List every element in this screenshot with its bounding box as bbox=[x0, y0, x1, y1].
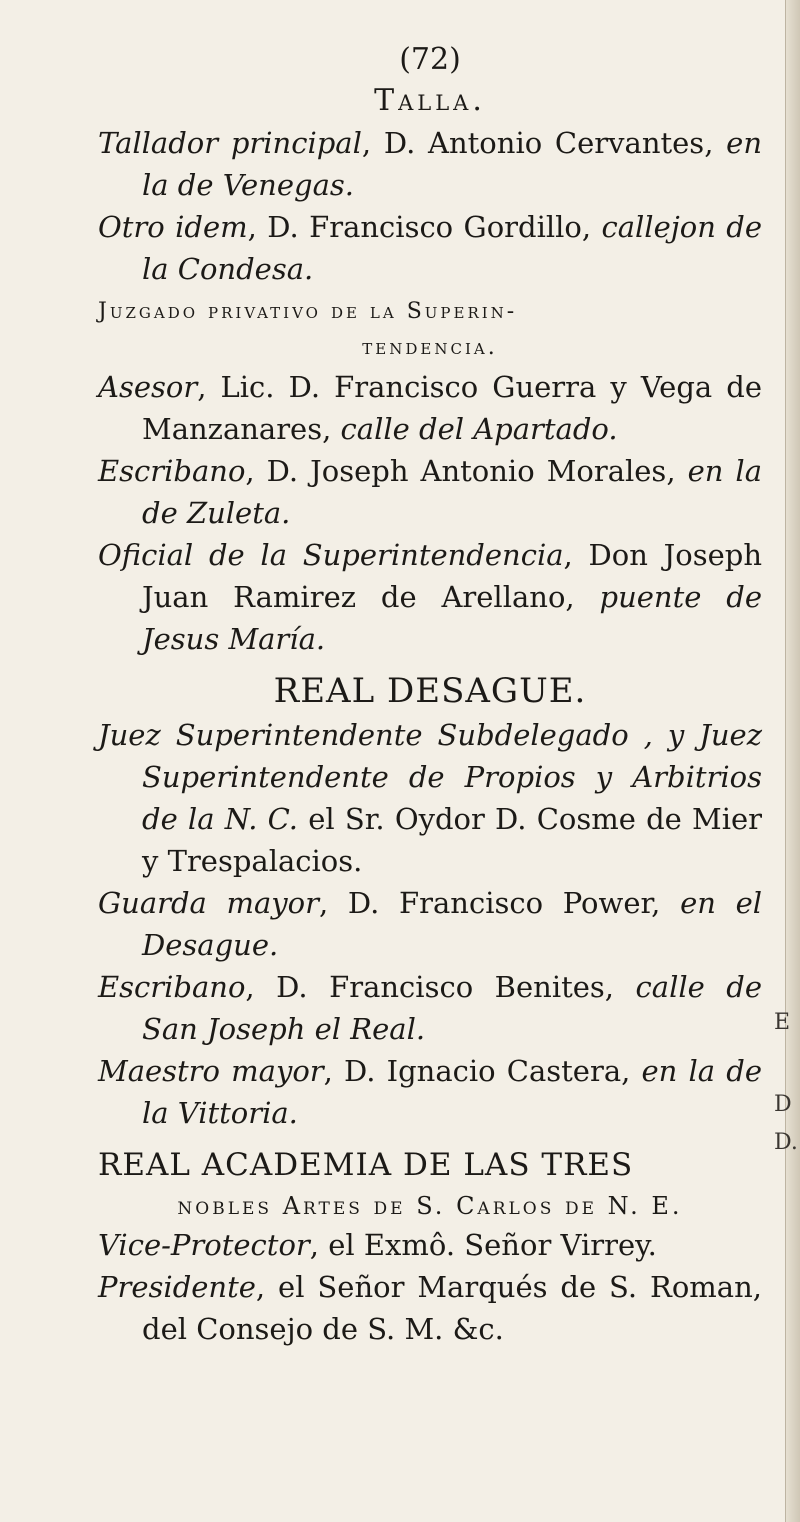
list-item: Otro idem, D. Francisco Gordillo, callejon de la Condesa. bbox=[98, 210, 762, 286]
section-heading-desague: REAL DESAGUE. bbox=[273, 671, 587, 711]
section-heading-juzgado-cont: tendencia. bbox=[362, 335, 498, 360]
page-text bbox=[98, 40, 762, 1350]
section-heading-talla: Talla. bbox=[374, 83, 486, 118]
section-heading-academia: REAL ACADEMIA DE LAS TRES bbox=[98, 1147, 634, 1183]
list-item: Asesor, Lic. D. Francisco Guerra y Vega de Manzanares, calle del Apartado. bbox=[98, 370, 762, 446]
gutter-mark: D. bbox=[774, 1130, 798, 1155]
list-item: Guarda mayor, D. Francisco Power, en el Desague. bbox=[98, 886, 763, 962]
list-item: Escribano, D. Joseph Antonio Morales, en la de Zuleta. bbox=[98, 454, 762, 530]
list-item: Presidente, el Señor Marqués de S. Roman, del Consejo de S. M. &c. bbox=[98, 1270, 762, 1346]
adjacent-page-edge bbox=[785, 0, 800, 1522]
list-item: Escribano, D. Francisco Benites, calle de San Joseph el Real. bbox=[98, 970, 763, 1046]
list-item: Vice-Protector, el Exmô. Señor Virrey. bbox=[98, 1228, 657, 1262]
page-number: (72) bbox=[399, 42, 461, 77]
gutter-mark: E bbox=[774, 1010, 791, 1035]
list-item: Maestro mayor, D. Ignacio Castera, en la de la Vittoria. bbox=[98, 1054, 762, 1130]
section-heading-academia-cont: nobles Artes de S. Carlos de N. E. bbox=[177, 1192, 683, 1220]
list-item: Oficial de la Superintendencia, Don Joseph Juan Ramirez de Arellano, puente de Jesus María. bbox=[98, 538, 763, 656]
gutter-mark: D bbox=[774, 1092, 792, 1117]
list-item: Juez Superintendente Subdelegado , y Juez Superintendente de Propios y Arbitrios de la N. C. el Sr. Oydor D. Cosme de Mier y Trespalacios. bbox=[98, 718, 763, 878]
list-item: Tallador principal, D. Antonio Cervantes, en la de Venegas. bbox=[98, 126, 762, 202]
section-heading-juzgado: Juzgado privativo de la Superin- bbox=[98, 299, 518, 324]
